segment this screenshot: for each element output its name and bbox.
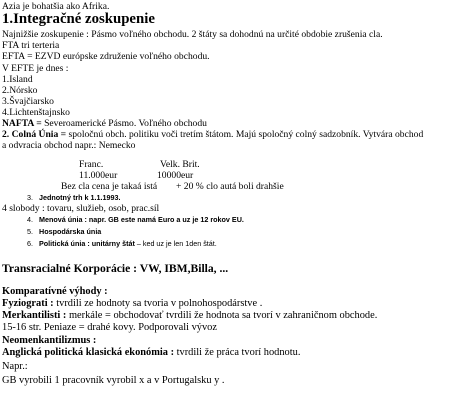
definition-line: Najnižšie zoskupenie : Pásmo voľného obchodu. 2 štáty sa dohodnú na určité obdobie zrušenia cla. bbox=[2, 29, 383, 40]
colna-line bbox=[2, 130, 423, 140]
list-text-6-rest: – ked uz je len 1den štát. bbox=[134, 239, 217, 248]
efta-member-3: 3.Švajčiarsko bbox=[2, 96, 54, 107]
neomercantilism-heading: Neomenkantilizmus : bbox=[2, 335, 97, 346]
list-text-4: Menová únia : napr. GB este namá Euro a uz je 12 rokov EU. bbox=[39, 215, 244, 224]
list-item-3 bbox=[16, 194, 121, 201]
nafta-definition: Severoamerické Pásmo. Voľného obchodu bbox=[41, 118, 207, 129]
physiocrats-term: Fyziograti : bbox=[2, 298, 54, 309]
france-label: Franc. bbox=[79, 159, 104, 170]
century-line: 15-16 str. Peniaze = drahé kovy. Podporovali vývoz bbox=[2, 322, 217, 333]
comparative-advantages-heading: Komparatívné výhody : bbox=[2, 286, 108, 297]
list-item-5 bbox=[16, 228, 101, 235]
mercantilists-line bbox=[2, 311, 377, 321]
list-text-6: Politická únia : unitárny štát bbox=[39, 239, 135, 248]
nafta-term: NAFTA = bbox=[2, 118, 42, 129]
britain-price: 10000eur bbox=[157, 170, 194, 181]
example-line: GB vyrobili 1 pracovník vyrobil x a v Portugalsku y . bbox=[2, 375, 225, 386]
list-item-6 bbox=[16, 240, 217, 247]
freedoms-line: 4 slobody : tovaru, služieb, osob, prac.síl bbox=[2, 203, 160, 214]
list-number-6: 6. bbox=[27, 239, 33, 248]
france-price: 11.000eur bbox=[79, 170, 118, 181]
colna-definition: spoločnú obch. politiku voči tretím štátom. Majú spoločný colný sadzobník. Vytvára obchod bbox=[66, 129, 424, 140]
corporations-line: Transracialné Korporácie : VW, IBM,Billa, ... bbox=[2, 262, 229, 275]
physiocrats-line bbox=[2, 299, 262, 309]
example-label: Napr.: bbox=[2, 361, 28, 372]
efta-member-4: 4.Lichtenštajnsko bbox=[2, 107, 70, 118]
classical-economy-term: Anglická politická klasická ekonómia : bbox=[2, 347, 175, 358]
colna-line-2: a odvracia obchod napr.: Nemecko bbox=[2, 140, 136, 151]
mercantilists-term: Merkantilisti : bbox=[2, 310, 67, 321]
list-number-4: 4. bbox=[27, 215, 33, 224]
section-heading: 1.Integračné zoskupenie bbox=[2, 11, 155, 27]
britain-label: Velk. Brit. bbox=[160, 159, 200, 170]
physiocrats-text: tvrdili ze hodnoty sa tvoria v polnohospodárstve . bbox=[53, 298, 263, 309]
efta-member-2: 2.Nórsko bbox=[2, 85, 38, 96]
intro-line: Azia je bohatšia ako Afrika. bbox=[2, 1, 110, 12]
list-number-3: 3. bbox=[27, 193, 33, 202]
duty-line: + 20 % clo autá boli drahšie bbox=[176, 181, 284, 192]
list-item-4 bbox=[16, 216, 244, 223]
list-text-3: Jednotný trh k 1.1.1993. bbox=[39, 193, 121, 202]
nafta-line bbox=[2, 119, 207, 129]
fta-line: FTA tri terteria bbox=[2, 40, 60, 51]
efta-members-heading: V EFTE je dnes : bbox=[2, 63, 69, 74]
classical-economy-line bbox=[2, 348, 300, 358]
classical-economy-text: tvrdili že práca tvorí hodnotu. bbox=[174, 347, 301, 358]
colna-term: 2. Colná Únia = bbox=[2, 129, 67, 140]
efta-line: EFTA = EZVD európske združenie voľného obchodu. bbox=[2, 51, 210, 62]
efta-member-1: 1.Island bbox=[2, 74, 33, 85]
list-number-5: 5. bbox=[27, 227, 33, 236]
mercantilists-text: merkále = obchodovať tvrdili že hodnota sa tvorí v zahraničnom obchode. bbox=[66, 310, 378, 321]
list-text-5: Hospodárska únia bbox=[39, 227, 102, 236]
no-duty-line: Bez cla cena je takaá istá bbox=[61, 181, 158, 192]
